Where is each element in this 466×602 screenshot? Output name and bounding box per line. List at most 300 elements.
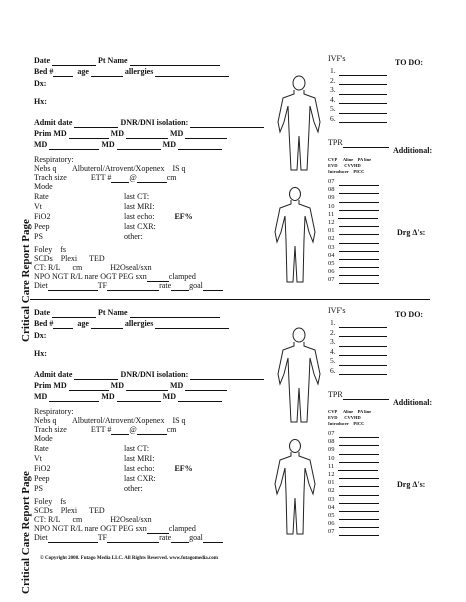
dnr-label: DNR/DNI isolation: xyxy=(120,118,189,127)
tpr-row xyxy=(328,390,389,400)
time-label: 07 xyxy=(328,430,335,437)
trach-row xyxy=(34,173,176,183)
ivf-line[interactable] xyxy=(330,66,387,76)
dnr-field[interactable] xyxy=(190,371,264,380)
body-front-icon xyxy=(274,74,324,174)
ivf-line[interactable] xyxy=(330,114,387,124)
body-back-icon xyxy=(272,186,318,286)
time-row[interactable] xyxy=(328,487,379,495)
last-echo-row xyxy=(124,464,193,474)
foley-label: Foley xyxy=(34,497,53,506)
time-rows xyxy=(328,430,379,536)
copyright-footer: © Copyright 2008. Futago Media LLC. All Rights Reserved. www.futagomedia.com xyxy=(40,556,218,561)
time-row[interactable] xyxy=(328,227,379,235)
paline-label: PA line xyxy=(357,409,372,414)
pt-name-field[interactable] xyxy=(130,309,220,318)
rate-label: rate xyxy=(159,281,172,290)
time-row[interactable] xyxy=(328,520,379,528)
ett-field[interactable] xyxy=(111,426,129,435)
time-row[interactable] xyxy=(328,455,379,463)
last-ct-label: last CT: xyxy=(124,444,150,453)
md-row xyxy=(34,140,222,150)
ivf-line[interactable] xyxy=(330,337,387,347)
drug-changes-label: Drg Δ's: xyxy=(397,228,426,237)
age-field[interactable] xyxy=(91,68,123,77)
diet-field[interactable] xyxy=(48,534,98,543)
respiratory-label: Respiratory: xyxy=(34,155,74,164)
tf-label: TF xyxy=(97,281,108,290)
ivf-number: 5. xyxy=(330,104,336,113)
md-row xyxy=(34,392,222,402)
time-row[interactable] xyxy=(328,178,379,186)
time-rows xyxy=(328,178,379,284)
goal-field[interactable] xyxy=(203,534,223,543)
time-field[interactable] xyxy=(339,489,379,496)
introducer-label: Introducer xyxy=(328,421,349,426)
tpr-field[interactable] xyxy=(343,391,389,400)
time-field[interactable] xyxy=(339,245,379,252)
foley-label: Foley xyxy=(34,245,53,254)
bed-row xyxy=(34,319,229,329)
ps-label: PS xyxy=(34,232,43,241)
respiratory-label: Respiratory: xyxy=(34,407,74,416)
ivf-line[interactable] xyxy=(330,318,387,328)
ivf-line[interactable] xyxy=(330,95,387,105)
allergies-label: allergies xyxy=(124,67,154,76)
time-row[interactable] xyxy=(328,203,379,211)
todo-label: TO DO: xyxy=(395,310,424,319)
bed-label: Bed # xyxy=(34,67,54,76)
tpr-label: TPR xyxy=(328,390,343,399)
time-label: 02 xyxy=(328,235,335,243)
last-mri-label: last MRI: xyxy=(124,454,155,463)
time-row[interactable] xyxy=(328,211,379,219)
ct-rl-label: CT: R/L xyxy=(34,263,61,272)
time-row[interactable] xyxy=(328,528,379,536)
cvvhd-label: CVVHD xyxy=(344,163,361,168)
ivf-field[interactable] xyxy=(339,96,387,104)
time-field[interactable] xyxy=(339,261,379,268)
admit-row xyxy=(34,118,264,128)
ivf-line[interactable] xyxy=(330,76,387,86)
admit-date-field[interactable] xyxy=(74,371,118,380)
body-back-icon xyxy=(272,438,318,538)
aline-label: Aline xyxy=(342,409,354,414)
date-row xyxy=(34,308,220,318)
time-row[interactable] xyxy=(328,479,379,487)
admit-date-field[interactable] xyxy=(74,119,118,128)
picc-label: PICC xyxy=(353,421,365,426)
ivf-number: 2. xyxy=(330,75,336,85)
ivf-field[interactable] xyxy=(339,68,387,76)
pt-name-field[interactable] xyxy=(130,57,220,66)
time-row[interactable] xyxy=(328,512,379,520)
body-front-icon xyxy=(274,326,324,426)
ivf-list xyxy=(330,318,387,375)
introducer-label: Introducer xyxy=(328,169,349,174)
rate-label: Rate xyxy=(34,192,49,201)
md-label: MD xyxy=(169,129,184,138)
time-field[interactable] xyxy=(339,237,379,244)
dx-label: Dx: xyxy=(34,79,47,88)
time-field[interactable] xyxy=(339,439,379,446)
evd-label: EVD xyxy=(328,163,338,168)
scds-label: SCDs xyxy=(34,254,53,263)
bed-field[interactable] xyxy=(53,320,73,329)
md-label: MD xyxy=(169,381,184,390)
additional-label: Additional: xyxy=(393,398,433,407)
admit-row xyxy=(34,370,264,380)
trach-size-label: Trach size xyxy=(34,425,67,434)
ivfs-label: IVF's xyxy=(328,306,346,315)
plexi-label: Plexi xyxy=(60,254,78,263)
nebs-label: Nebs q xyxy=(34,164,57,173)
pt-name-label: Pt Name xyxy=(98,308,128,317)
ivf-field[interactable] xyxy=(339,87,387,95)
trach-size-label: Trach size xyxy=(34,173,67,182)
ct-cm-label: cm xyxy=(72,263,83,272)
rate-label: Rate xyxy=(34,444,49,453)
time-row[interactable] xyxy=(328,252,379,260)
time-label: 10 xyxy=(328,454,335,462)
ivf-number: 6. xyxy=(330,365,336,375)
ps-label: PS xyxy=(34,484,43,493)
time-label: 06 xyxy=(328,520,335,528)
md-field[interactable] xyxy=(49,141,99,150)
time-label: 01 xyxy=(328,227,335,235)
prim-md-field[interactable] xyxy=(69,130,109,139)
allergies-field[interactable] xyxy=(155,68,229,77)
bed-field[interactable] xyxy=(53,68,73,77)
ivf-line[interactable] xyxy=(330,328,387,338)
divider xyxy=(30,299,430,300)
time-label: 03 xyxy=(328,495,335,503)
ett-depth-field[interactable] xyxy=(137,174,167,183)
time-label: 09 xyxy=(328,194,335,202)
ivf-line[interactable] xyxy=(330,85,387,95)
md-field[interactable] xyxy=(49,393,99,402)
dnr-label: DNR/DNI isolation: xyxy=(120,370,189,379)
other-label: other: xyxy=(124,232,143,241)
time-row[interactable] xyxy=(328,446,379,454)
date-field[interactable] xyxy=(52,57,96,66)
md-label: MD xyxy=(162,392,176,401)
time-label: 02 xyxy=(328,487,335,495)
time-field[interactable] xyxy=(339,269,379,276)
ett-depth-field[interactable] xyxy=(137,426,167,435)
time-label: 12 xyxy=(328,470,335,478)
diet-label: Diet xyxy=(34,281,48,290)
cvp-label: CVP xyxy=(328,409,338,414)
nebs-meds: Albuterol/Atrovent/Xopenex xyxy=(72,416,165,425)
md-label: MD xyxy=(101,392,115,401)
diet-label: Diet xyxy=(34,533,48,542)
bed-row xyxy=(34,67,229,77)
date-label: Date xyxy=(34,56,50,65)
md-label: MD xyxy=(110,381,124,390)
npo-line: NPO NGT R/L nare OGT PEG sxn xyxy=(34,524,147,533)
fio2-label: FiO2 xyxy=(34,212,51,221)
ivf-number: 2. xyxy=(330,327,336,337)
npo-line: NPO NGT R/L nare OGT PEG sxn xyxy=(34,272,147,281)
time-field[interactable] xyxy=(339,228,379,235)
time-field[interactable] xyxy=(338,464,378,471)
bed-label: Bed # xyxy=(34,319,54,328)
ivf-number: 4. xyxy=(330,94,336,104)
time-field[interactable] xyxy=(339,472,379,479)
time-field[interactable] xyxy=(339,179,379,186)
goal-label: goal xyxy=(189,533,203,542)
prim-md-field[interactable] xyxy=(69,382,109,391)
h2oseal-label: H2Oseal/sxn xyxy=(110,515,152,524)
time-label: 09 xyxy=(328,446,335,454)
time-label: 05 xyxy=(328,259,335,267)
dx-label: Dx: xyxy=(34,331,47,340)
ivf-list xyxy=(330,66,387,123)
scds-label: SCDs xyxy=(34,506,53,515)
tf-label: TF xyxy=(97,533,108,542)
paline-label: PA line xyxy=(357,157,372,162)
prim-md-label: Prim MD xyxy=(34,129,67,138)
admit-date-label: Admit date xyxy=(34,370,73,379)
fs-label: fs xyxy=(60,497,67,506)
ivf-line[interactable] xyxy=(330,366,387,376)
allergies-label: allergies xyxy=(124,319,154,328)
peep-label: Peep xyxy=(34,222,50,231)
evd-label: EVD xyxy=(328,415,338,420)
time-label: 06 xyxy=(328,268,335,276)
cm-label: cm xyxy=(166,425,177,434)
ivf-field[interactable] xyxy=(339,348,387,356)
time-label: 08 xyxy=(328,438,335,446)
nebs-meds: Albuterol/Atrovent/Xopenex xyxy=(72,164,165,173)
ivf-number: 1. xyxy=(330,318,336,327)
trach-row xyxy=(34,425,176,435)
ivf-number: 6. xyxy=(330,113,336,123)
ivfs-label: IVF's xyxy=(328,54,346,63)
rate-field[interactable] xyxy=(171,534,189,543)
time-label: 07 xyxy=(328,178,335,185)
time-label: 11 xyxy=(328,462,335,470)
time-label: 07 xyxy=(328,276,335,284)
prim-md-row xyxy=(34,381,227,391)
time-row[interactable] xyxy=(328,219,379,227)
hx-label: Hx: xyxy=(34,97,47,106)
ivf-field[interactable] xyxy=(339,339,387,347)
time-label: 12 xyxy=(328,218,335,226)
other-label: other: xyxy=(124,484,143,493)
time-row[interactable] xyxy=(328,186,379,194)
allergies-field[interactable] xyxy=(155,320,229,329)
side-title: Critical Care Report Page xyxy=(20,219,32,342)
md-field[interactable] xyxy=(126,382,168,391)
ett-label: ETT # xyxy=(90,425,112,434)
goal-field[interactable] xyxy=(203,282,223,291)
prim-md-label: Prim MD xyxy=(34,381,67,390)
ett-field[interactable] xyxy=(111,174,129,183)
time-row[interactable] xyxy=(328,430,379,438)
time-row[interactable] xyxy=(328,260,379,268)
ivf-field[interactable] xyxy=(339,367,387,375)
cvvhd-label: CVVHD xyxy=(344,415,361,420)
time-row[interactable] xyxy=(328,438,379,446)
drug-changes-label: Drg Δ's: xyxy=(397,480,426,489)
time-row[interactable] xyxy=(328,244,379,252)
time-field[interactable] xyxy=(339,456,379,463)
tpr-field[interactable] xyxy=(343,139,389,148)
date-row xyxy=(34,56,220,66)
last-cxr-label: last CXR: xyxy=(124,222,156,231)
ett-label: ETT # xyxy=(90,173,112,182)
rate-label: rate xyxy=(159,533,172,542)
top-form xyxy=(0,52,466,342)
ivf-number: 4. xyxy=(330,346,336,356)
peep-label: Peep xyxy=(34,474,50,483)
dnr-field[interactable] xyxy=(190,119,264,128)
last-echo-label: last echo: xyxy=(124,464,155,473)
nebs-label: Nebs q xyxy=(34,416,57,425)
ivf-number: 5. xyxy=(330,356,336,365)
lines-row-3 xyxy=(328,421,364,427)
time-field[interactable] xyxy=(339,196,379,203)
aline-label: Aline xyxy=(342,157,354,162)
time-label: 10 xyxy=(328,202,335,210)
time-field[interactable] xyxy=(339,448,379,455)
ivf-number: 1. xyxy=(330,66,336,75)
time-row[interactable] xyxy=(328,471,379,479)
bottom-form xyxy=(0,304,466,594)
ef-label: EF% xyxy=(174,212,193,221)
additional-label: Additional: xyxy=(393,146,433,155)
last-ct-label: last CT: xyxy=(124,192,150,201)
tf-field[interactable] xyxy=(107,282,159,291)
ivf-field[interactable] xyxy=(339,77,387,85)
md-field[interactable] xyxy=(117,141,161,150)
last-echo-row xyxy=(124,212,193,222)
ivf-field[interactable] xyxy=(339,115,387,123)
time-label: 03 xyxy=(328,243,335,251)
tpr-label: TPR xyxy=(328,138,343,147)
date-field[interactable] xyxy=(52,309,96,318)
ivf-field[interactable] xyxy=(339,106,387,114)
last-mri-label: last MRI: xyxy=(124,202,155,211)
md-label: MD xyxy=(34,392,48,401)
cm-label: cm xyxy=(166,173,177,182)
time-row[interactable] xyxy=(328,276,379,284)
md-field[interactable] xyxy=(117,393,161,402)
diet-row xyxy=(34,281,223,291)
fs-label: fs xyxy=(60,245,67,254)
time-field[interactable] xyxy=(339,253,379,260)
clamped-label: clamped xyxy=(168,272,196,281)
admit-date-label: Admit date xyxy=(34,118,73,127)
time-field[interactable] xyxy=(339,277,379,284)
time-label: 01 xyxy=(328,479,335,487)
md-label: MD xyxy=(110,129,124,138)
time-field[interactable] xyxy=(339,521,379,528)
ivf-line[interactable] xyxy=(330,356,387,366)
lines-row-3 xyxy=(328,169,364,175)
time-label: 08 xyxy=(328,186,335,194)
ivf-number: 3. xyxy=(330,85,336,94)
goal-label: goal xyxy=(189,281,203,290)
cvp-label: CVP xyxy=(328,157,338,162)
prim-md-row xyxy=(34,129,227,139)
md-field[interactable] xyxy=(185,382,227,391)
time-row[interactable] xyxy=(328,504,379,512)
last-cxr-label: last CXR: xyxy=(124,474,156,483)
ivf-field[interactable] xyxy=(339,329,387,337)
time-row[interactable] xyxy=(328,496,379,504)
time-row[interactable] xyxy=(328,235,379,243)
ivf-field[interactable] xyxy=(339,320,387,328)
ivf-field[interactable] xyxy=(339,358,387,366)
time-row[interactable] xyxy=(328,194,379,202)
time-field[interactable] xyxy=(339,187,379,194)
md-label: MD xyxy=(34,140,48,149)
age-label: age xyxy=(77,67,89,76)
diet-row xyxy=(34,533,223,543)
diet-field[interactable] xyxy=(48,282,98,291)
is-q-label: IS q xyxy=(172,416,186,425)
md-field[interactable] xyxy=(178,141,222,150)
time-field[interactable] xyxy=(339,204,379,211)
time-field[interactable] xyxy=(339,497,379,504)
time-label: 05 xyxy=(328,511,335,519)
time-field[interactable] xyxy=(339,505,379,512)
time-label: 11 xyxy=(328,210,335,218)
todo-label: TO DO: xyxy=(395,58,424,67)
ct-rl-label: CT: R/L xyxy=(34,515,61,524)
plexi-label: Plexi xyxy=(60,506,78,515)
tf-field[interactable] xyxy=(107,534,159,543)
vt-label: Vt xyxy=(34,454,42,463)
md-field[interactable] xyxy=(185,130,227,139)
time-row[interactable] xyxy=(328,268,379,276)
ted-label: TED xyxy=(89,506,105,515)
time-label: 07 xyxy=(328,528,335,536)
time-field[interactable] xyxy=(339,529,379,536)
md-field[interactable] xyxy=(178,393,222,402)
ivf-number: 3. xyxy=(330,337,336,346)
rate-field[interactable] xyxy=(171,282,189,291)
time-field[interactable] xyxy=(338,212,378,219)
h2oseal-label: H2Oseal/sxn xyxy=(110,263,152,272)
picc-label: PICC xyxy=(353,169,365,174)
md-label: MD xyxy=(101,140,115,149)
md-field[interactable] xyxy=(126,130,168,139)
time-row[interactable] xyxy=(328,463,379,471)
ef-label: EF% xyxy=(174,464,193,473)
ivf-line[interactable] xyxy=(330,104,387,114)
time-field[interactable] xyxy=(339,220,379,227)
side-title: Critical Care Report Page xyxy=(20,471,32,594)
ivf-line[interactable] xyxy=(330,347,387,357)
hx-label: Hx: xyxy=(34,349,47,358)
age-field[interactable] xyxy=(91,320,123,329)
date-label: Date xyxy=(34,308,50,317)
time-label: 04 xyxy=(328,251,335,259)
age-label: age xyxy=(77,319,89,328)
time-field[interactable] xyxy=(339,431,379,438)
ct-cm-label: cm xyxy=(72,515,83,524)
ted-label: TED xyxy=(89,254,105,263)
mode-label: Mode xyxy=(34,434,53,443)
time-field[interactable] xyxy=(339,513,379,520)
is-q-label: IS q xyxy=(172,164,186,173)
last-echo-label: last echo: xyxy=(124,212,155,221)
time-field[interactable] xyxy=(339,480,379,487)
